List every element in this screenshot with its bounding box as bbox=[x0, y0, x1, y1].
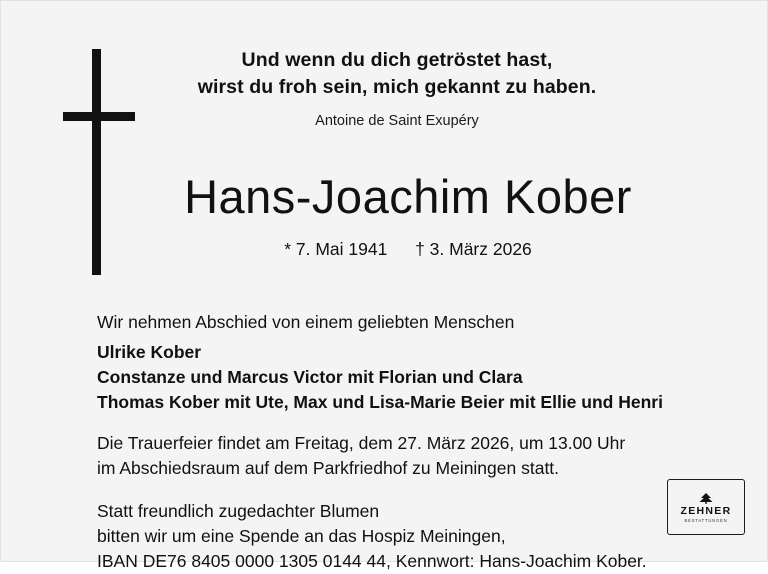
ceremony-line: im Abschiedsraum auf dem Parkfriedhof zu Meiningen statt. bbox=[97, 458, 560, 478]
donation-line: bitten wir um eine Spende an das Hospiz Meiningen, bbox=[97, 526, 506, 546]
logo-brand-name: ZEHNER bbox=[680, 504, 732, 517]
funeral-home-logo bbox=[667, 479, 745, 535]
birth-date: * 7. Mai 1941 bbox=[284, 239, 388, 259]
donation-iban-line: IBAN DE76 8405 0000 1305 0144 44, Kennwort: Hans-Joachim Kober. bbox=[97, 551, 647, 571]
notice-body bbox=[97, 309, 697, 574]
deceased-name: Hans-Joachim Kober bbox=[184, 170, 632, 223]
ceremony-info bbox=[97, 431, 697, 481]
farewell-intro: Wir nehmen Abschied von einem geliebten Menschen bbox=[97, 312, 515, 332]
verse-block bbox=[177, 47, 617, 129]
family-member-line: Thomas Kober mit Ute, Max und Lisa-Marie Beier mit Ellie und Henri bbox=[97, 392, 663, 412]
verse-line-1: Und wenn du dich getröstet hast, bbox=[241, 49, 553, 71]
cross-horizontal-bar bbox=[63, 112, 135, 121]
verse-line-2: wirst du froh sein, mich gekannt zu haben. bbox=[197, 76, 597, 98]
donation-info bbox=[97, 499, 697, 574]
family-member-line: Constanze und Marcus Victor mit Florian und Clara bbox=[97, 367, 523, 387]
family-member-line: Ulrike Kober bbox=[97, 342, 202, 362]
verse-author: Antoine de Saint Exupéry bbox=[315, 113, 479, 129]
tree-icon bbox=[695, 492, 717, 504]
death-date: † 3. März 2026 bbox=[415, 239, 532, 259]
ceremony-line: Die Trauerfeier findet am Freitag, dem 27. März 2026, um 13.00 Uhr bbox=[97, 433, 626, 453]
donation-line: Statt freundlich zugedachter Blumen bbox=[97, 501, 380, 521]
family-list bbox=[97, 340, 697, 415]
life-dates bbox=[1, 239, 768, 260]
logo-tagline: BESTATTUNGEN bbox=[684, 517, 728, 523]
